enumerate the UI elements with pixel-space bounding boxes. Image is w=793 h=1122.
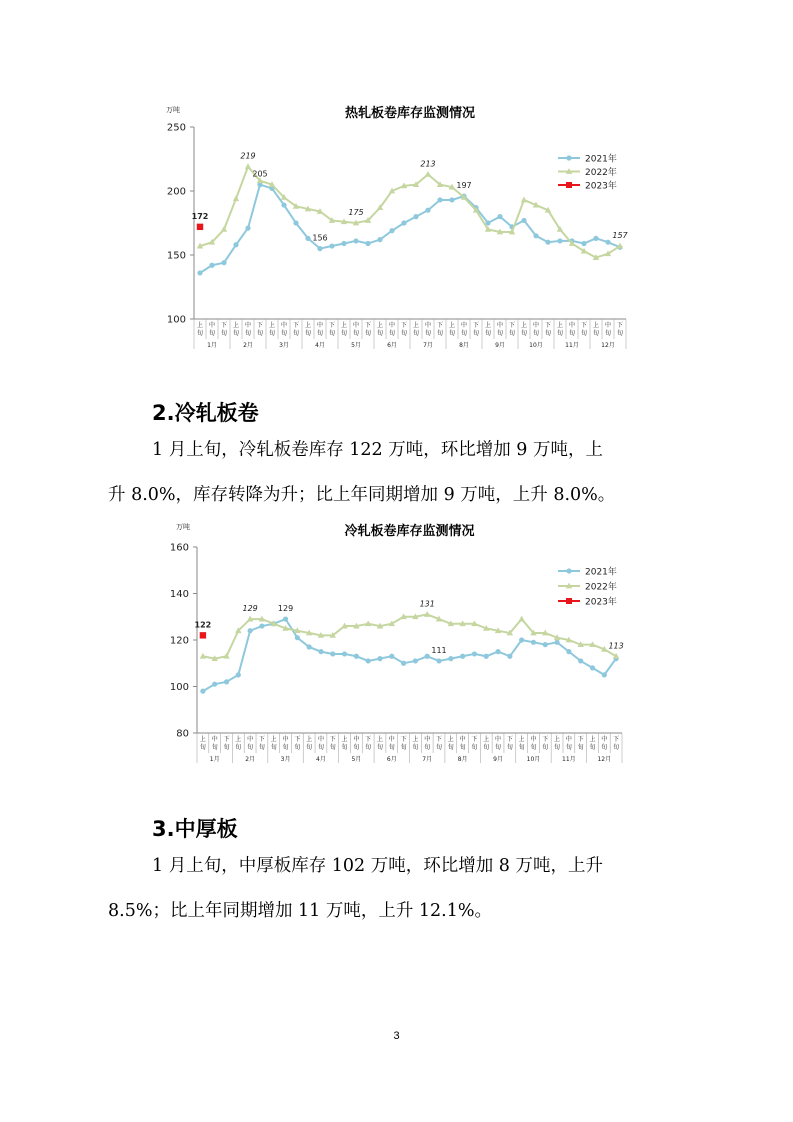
month-label: 4月 — [316, 756, 326, 763]
section-heading-cold-rolled: 2.冷轧板卷 — [152, 401, 259, 425]
x-tick-label: 旬 — [436, 330, 444, 337]
month-label: 9月 — [493, 756, 503, 763]
data-point — [353, 238, 358, 243]
x-tick-label: 中 — [388, 322, 396, 329]
data-point — [484, 654, 489, 659]
x-tick-label: 旬 — [220, 330, 228, 337]
paragraph-line: 1 月上旬，中厚板库存 102 万吨，环比增加 8 万吨，上升 — [152, 856, 603, 876]
x-tick-label: 旬 — [376, 744, 383, 751]
x-tick-label: 旬 — [365, 744, 372, 751]
data-label: 197 — [456, 181, 472, 191]
x-tick-label: 旬 — [613, 744, 620, 751]
data-point — [366, 658, 371, 663]
paragraph-line: 8.5%；比上年同期增加 11 万吨，上升 12.1%。 — [108, 901, 493, 921]
x-tick-label: 上 — [520, 322, 528, 329]
x-tick-label: 旬 — [400, 744, 407, 751]
x-tick-label: 旬 — [306, 744, 313, 751]
data-point — [200, 632, 206, 638]
x-tick-label: 上 — [270, 736, 277, 743]
x-tick-label: 中 — [211, 736, 218, 743]
x-tick-label: 中 — [352, 322, 360, 329]
x-tick-label: 旬 — [520, 330, 528, 337]
x-tick-label: 下 — [220, 322, 228, 329]
data-point — [317, 246, 322, 251]
data-label: 157 — [612, 231, 628, 241]
y-axis-unit: 万吨 — [166, 106, 180, 114]
x-tick-label: 旬 — [412, 744, 419, 751]
data-point — [554, 640, 559, 645]
x-tick-label: 上 — [306, 736, 313, 743]
month-label: 3月 — [280, 756, 291, 763]
section-heading-medium-plate: 3.中厚板 — [152, 817, 238, 841]
x-tick-label: 旬 — [244, 330, 252, 337]
x-tick-label: 中 — [604, 322, 612, 329]
data-point — [521, 197, 527, 203]
month-label: 8月 — [457, 756, 468, 763]
x-tick-label: 旬 — [232, 330, 240, 337]
data-point — [283, 616, 288, 621]
data-point — [437, 197, 442, 202]
month-label: 6月 — [386, 756, 397, 763]
x-tick-label: 下 — [364, 322, 372, 329]
data-point — [531, 640, 536, 645]
x-tick-label: 旬 — [592, 330, 600, 337]
legend-marker — [566, 182, 572, 188]
data-point — [236, 672, 241, 677]
x-tick-label: 旬 — [424, 330, 432, 337]
x-tick-label: 旬 — [568, 330, 576, 337]
data-point — [197, 224, 203, 230]
data-point — [557, 238, 562, 243]
chart-svg — [0, 95, 793, 350]
x-tick-label: 旬 — [280, 330, 288, 337]
x-tick-label: 旬 — [223, 744, 230, 751]
data-point — [295, 635, 300, 640]
month-label: 4月 — [315, 342, 325, 349]
x-tick-label: 旬 — [506, 744, 513, 751]
data-point — [212, 682, 217, 687]
x-tick-label: 上 — [340, 322, 348, 329]
legend-label: 2021年 — [585, 154, 617, 165]
x-tick-label: 旬 — [616, 330, 624, 337]
x-tick-label: 旬 — [316, 330, 324, 337]
data-label: 129 — [277, 604, 294, 614]
x-tick-label: 旬 — [436, 744, 443, 751]
chart-svg — [0, 515, 793, 775]
series-line — [203, 619, 616, 691]
data-point — [519, 637, 524, 642]
data-label: 213 — [420, 159, 436, 169]
x-tick-label: 旬 — [412, 330, 420, 337]
x-tick-label: 上 — [268, 322, 276, 329]
data-point — [221, 226, 227, 232]
data-point — [330, 651, 335, 656]
data-point — [307, 644, 312, 649]
x-tick-label: 中 — [247, 736, 254, 743]
x-tick-label: 下 — [365, 736, 372, 743]
y-tick-label: 250 — [166, 122, 186, 134]
data-point — [318, 649, 323, 654]
page-number: 3 — [393, 1030, 400, 1042]
x-tick-label: 中 — [601, 736, 608, 743]
series-line — [200, 185, 620, 273]
x-tick-label: 旬 — [554, 744, 561, 751]
x-tick-label: 中 — [353, 736, 360, 743]
x-tick-label: 旬 — [247, 744, 254, 751]
data-point — [209, 263, 214, 268]
data-point — [460, 654, 465, 659]
x-tick-label: 旬 — [294, 744, 301, 751]
data-point — [245, 226, 250, 231]
x-tick-label: 旬 — [459, 744, 466, 751]
x-tick-label: 旬 — [577, 744, 584, 751]
x-tick-label: 中 — [460, 322, 468, 329]
x-tick-label: 旬 — [317, 744, 324, 751]
x-tick-label: 旬 — [282, 744, 289, 751]
month-label: 9月 — [495, 342, 505, 349]
legend-label: 2023年 — [585, 181, 617, 192]
x-tick-label: 中 — [316, 322, 324, 329]
cold-rolled-inventory-chart — [0, 515, 793, 775]
x-tick-label: 下 — [436, 736, 443, 743]
legend-marker — [566, 568, 571, 573]
data-label: 131 — [419, 599, 435, 609]
month-label: 5月 — [351, 756, 362, 763]
month-label: 12月 — [597, 756, 612, 763]
month-label: 10月 — [526, 756, 541, 763]
data-point — [305, 236, 310, 241]
x-tick-label: 旬 — [196, 330, 204, 337]
x-tick-label: 旬 — [292, 330, 300, 337]
series-line — [200, 167, 620, 258]
x-tick-label: 旬 — [208, 330, 216, 337]
x-tick-label: 旬 — [400, 330, 408, 337]
x-tick-label: 旬 — [604, 330, 612, 337]
data-label: 122 — [194, 620, 212, 630]
x-tick-label: 下 — [400, 736, 407, 743]
month-label: 1月 — [209, 756, 220, 763]
x-tick-label: 旬 — [304, 330, 312, 337]
data-point — [200, 689, 205, 694]
y-tick-label: 150 — [166, 250, 186, 262]
y-tick-label: 100 — [166, 314, 186, 326]
data-point — [354, 654, 359, 659]
x-tick-label: 中 — [424, 322, 432, 329]
x-tick-label: 旬 — [258, 744, 265, 751]
x-tick-label: 下 — [400, 322, 408, 329]
x-tick-label: 旬 — [496, 330, 504, 337]
y-tick-label: 100 — [169, 682, 189, 693]
data-point — [448, 656, 453, 661]
data-point — [449, 197, 454, 202]
y-tick-label: 80 — [176, 728, 189, 740]
month-label: 12月 — [601, 342, 615, 349]
data-label: 129 — [242, 604, 258, 614]
x-tick-label: 上 — [341, 736, 348, 743]
data-point — [472, 651, 477, 656]
y-tick-label: 160 — [169, 542, 189, 554]
x-tick-label: 旬 — [542, 744, 549, 751]
x-tick-label: 中 — [459, 736, 466, 743]
x-tick-label: 下 — [542, 736, 549, 743]
data-point — [413, 214, 418, 219]
x-tick-label: 下 — [256, 322, 264, 329]
x-tick-label: 下 — [471, 736, 478, 743]
x-tick-label: 旬 — [472, 330, 480, 337]
data-point — [495, 649, 500, 654]
x-tick-label: 中 — [388, 736, 395, 743]
x-tick-label: 上 — [412, 736, 419, 743]
data-point — [365, 241, 370, 246]
x-tick-label: 下 — [544, 322, 552, 329]
legend-label: 2021年 — [585, 567, 617, 578]
x-tick-label: 旬 — [328, 330, 336, 337]
x-tick-label: 上 — [448, 322, 456, 329]
x-tick-label: 上 — [232, 322, 240, 329]
month-label: 6月 — [387, 342, 397, 349]
data-label: 175 — [348, 208, 364, 217]
data-point — [233, 242, 238, 247]
x-tick-label: 下 — [472, 322, 480, 329]
y-tick-label: 200 — [166, 186, 186, 198]
x-tick-label: 旬 — [388, 330, 396, 337]
data-point — [197, 270, 202, 275]
x-tick-label: 上 — [412, 322, 420, 329]
data-point — [401, 220, 406, 225]
x-tick-label: 旬 — [199, 744, 206, 751]
x-tick-label: 中 — [565, 736, 572, 743]
x-tick-label: 中 — [568, 322, 576, 329]
x-tick-label: 上 — [376, 322, 384, 329]
y-axis-unit: 万吨 — [176, 523, 190, 531]
paragraph-line: 升 8.0%，库存转降为升；比上年同期增加 9 万吨，上升 8.0%。 — [108, 485, 616, 505]
data-point — [578, 658, 583, 663]
x-tick-label: 旬 — [580, 330, 588, 337]
data-label: 219 — [240, 151, 256, 161]
x-tick-label: 旬 — [601, 744, 608, 751]
chart-title: 热轧板卷库存监测情况 — [344, 106, 476, 121]
month-label: 11月 — [562, 756, 576, 763]
data-point — [545, 240, 550, 245]
x-tick-label: 中 — [208, 322, 216, 329]
data-point — [329, 243, 334, 248]
month-label: 2月 — [245, 756, 256, 763]
data-point — [425, 208, 430, 213]
x-tick-label: 下 — [258, 736, 265, 743]
x-tick-label: 中 — [424, 736, 431, 743]
x-tick-label: 下 — [328, 322, 336, 329]
data-label: 205 — [252, 169, 268, 179]
data-point — [389, 228, 394, 233]
x-tick-label: 下 — [329, 736, 336, 743]
data-point — [401, 661, 406, 666]
x-tick-label: 中 — [495, 736, 502, 743]
data-point — [342, 651, 347, 656]
x-tick-label: 下 — [506, 736, 513, 743]
x-tick-label: 下 — [613, 736, 620, 743]
data-point — [245, 163, 251, 169]
x-tick-label: 下 — [223, 736, 230, 743]
data-point — [602, 672, 607, 677]
x-tick-label: 旬 — [448, 330, 456, 337]
month-label: 10月 — [529, 342, 543, 349]
x-tick-label: 上 — [518, 736, 525, 743]
x-tick-label: 上 — [235, 736, 242, 743]
legend-marker — [566, 155, 571, 160]
data-point — [543, 642, 548, 647]
x-tick-label: 中 — [280, 322, 288, 329]
x-tick-label: 下 — [436, 322, 444, 329]
data-point — [413, 658, 418, 663]
x-tick-label: 上 — [589, 736, 596, 743]
data-point — [221, 260, 226, 265]
x-tick-label: 旬 — [532, 330, 540, 337]
x-tick-label: 旬 — [364, 330, 372, 337]
x-tick-label: 旬 — [270, 744, 277, 751]
section-paragraph-cold-rolled — [108, 428, 688, 518]
y-tick-label: 140 — [169, 589, 189, 600]
data-point — [581, 241, 586, 246]
data-point — [224, 679, 229, 684]
x-tick-label: 下 — [294, 736, 301, 743]
x-tick-label: 旬 — [235, 744, 242, 751]
x-tick-label: 旬 — [376, 330, 384, 337]
x-tick-label: 上 — [376, 736, 383, 743]
x-tick-label: 上 — [592, 322, 600, 329]
data-label: 156 — [312, 233, 328, 243]
x-tick-label: 旬 — [544, 330, 552, 337]
x-tick-label: 上 — [483, 736, 490, 743]
x-tick-label: 上 — [199, 736, 206, 743]
x-tick-label: 下 — [292, 322, 300, 329]
data-point — [533, 233, 538, 238]
data-point — [518, 616, 524, 622]
x-tick-label: 上 — [556, 322, 564, 329]
x-tick-label: 旬 — [508, 330, 516, 337]
section-paragraph-medium-plate — [108, 844, 688, 934]
x-tick-label: 旬 — [530, 744, 537, 751]
data-point — [248, 628, 253, 633]
data-point — [389, 654, 394, 659]
x-tick-label: 下 — [508, 322, 516, 329]
data-point — [281, 202, 286, 207]
x-tick-label: 旬 — [495, 744, 502, 751]
data-point — [507, 654, 512, 659]
data-point — [425, 654, 430, 659]
x-tick-label: 旬 — [388, 744, 395, 751]
data-point — [566, 649, 571, 654]
x-tick-label: 旬 — [329, 744, 336, 751]
data-point — [293, 220, 298, 225]
y-tick-label: 120 — [169, 635, 189, 647]
x-tick-label: 中 — [496, 322, 504, 329]
data-point — [425, 171, 431, 177]
x-tick-label: 旬 — [352, 330, 360, 337]
x-tick-label: 下 — [577, 736, 584, 743]
month-label: 8月 — [459, 342, 469, 349]
x-tick-label: 旬 — [447, 744, 454, 751]
x-tick-label: 上 — [447, 736, 454, 743]
data-point — [436, 658, 441, 663]
data-point — [259, 623, 264, 628]
data-point — [497, 214, 502, 219]
data-point — [341, 241, 346, 246]
x-tick-label: 旬 — [483, 744, 490, 751]
month-label: 3月 — [279, 342, 289, 349]
month-label: 5月 — [351, 342, 361, 349]
data-point — [377, 656, 382, 661]
paragraph-line: 1 月上旬，冷轧板卷库存 122 万吨，环比增加 9 万吨，上 — [152, 440, 603, 460]
x-tick-label: 旬 — [460, 330, 468, 337]
x-tick-label: 旬 — [484, 330, 492, 337]
x-tick-label: 旬 — [565, 744, 572, 751]
x-tick-label: 旬 — [353, 744, 360, 751]
x-tick-label: 中 — [317, 736, 324, 743]
month-label: 11月 — [565, 342, 579, 349]
x-tick-label: 旬 — [341, 744, 348, 751]
x-tick-label: 中 — [282, 736, 289, 743]
legend-label: 2022年 — [585, 582, 617, 593]
month-label: 2月 — [243, 342, 253, 349]
x-tick-label: 上 — [484, 322, 492, 329]
x-tick-label: 旬 — [518, 744, 525, 751]
data-point — [605, 240, 610, 245]
legend-label: 2022年 — [585, 168, 617, 178]
x-tick-label: 上 — [196, 322, 204, 329]
month-label: 7月 — [422, 756, 433, 763]
data-point — [521, 218, 526, 223]
x-tick-label: 旬 — [471, 744, 478, 751]
x-tick-label: 上 — [304, 322, 312, 329]
x-tick-label: 旬 — [340, 330, 348, 337]
x-tick-label: 下 — [616, 322, 624, 329]
x-tick-label: 旬 — [268, 330, 276, 337]
data-label: 111 — [431, 645, 447, 655]
x-tick-label: 下 — [580, 322, 588, 329]
month-label: 1月 — [207, 342, 217, 349]
data-label: 172 — [191, 211, 209, 221]
data-point — [233, 195, 239, 201]
x-tick-label: 旬 — [256, 330, 264, 337]
x-tick-label: 中 — [244, 322, 252, 329]
data-point — [590, 665, 595, 670]
x-tick-label: 中 — [532, 322, 540, 329]
legend-label: 2023年 — [585, 597, 617, 608]
legend-marker — [566, 598, 572, 604]
x-tick-label: 旬 — [556, 330, 564, 337]
data-point — [593, 236, 598, 241]
data-label: 113 — [608, 641, 624, 651]
hot-rolled-inventory-chart — [0, 95, 793, 350]
x-tick-label: 旬 — [589, 744, 596, 751]
x-tick-label: 旬 — [424, 744, 431, 751]
month-label: 7月 — [423, 342, 433, 349]
x-tick-label: 上 — [554, 736, 561, 743]
x-tick-label: 中 — [530, 736, 537, 743]
x-tick-label: 旬 — [211, 744, 218, 751]
data-point — [377, 237, 382, 242]
chart-title: 冷轧板卷库存监测情况 — [344, 524, 475, 539]
